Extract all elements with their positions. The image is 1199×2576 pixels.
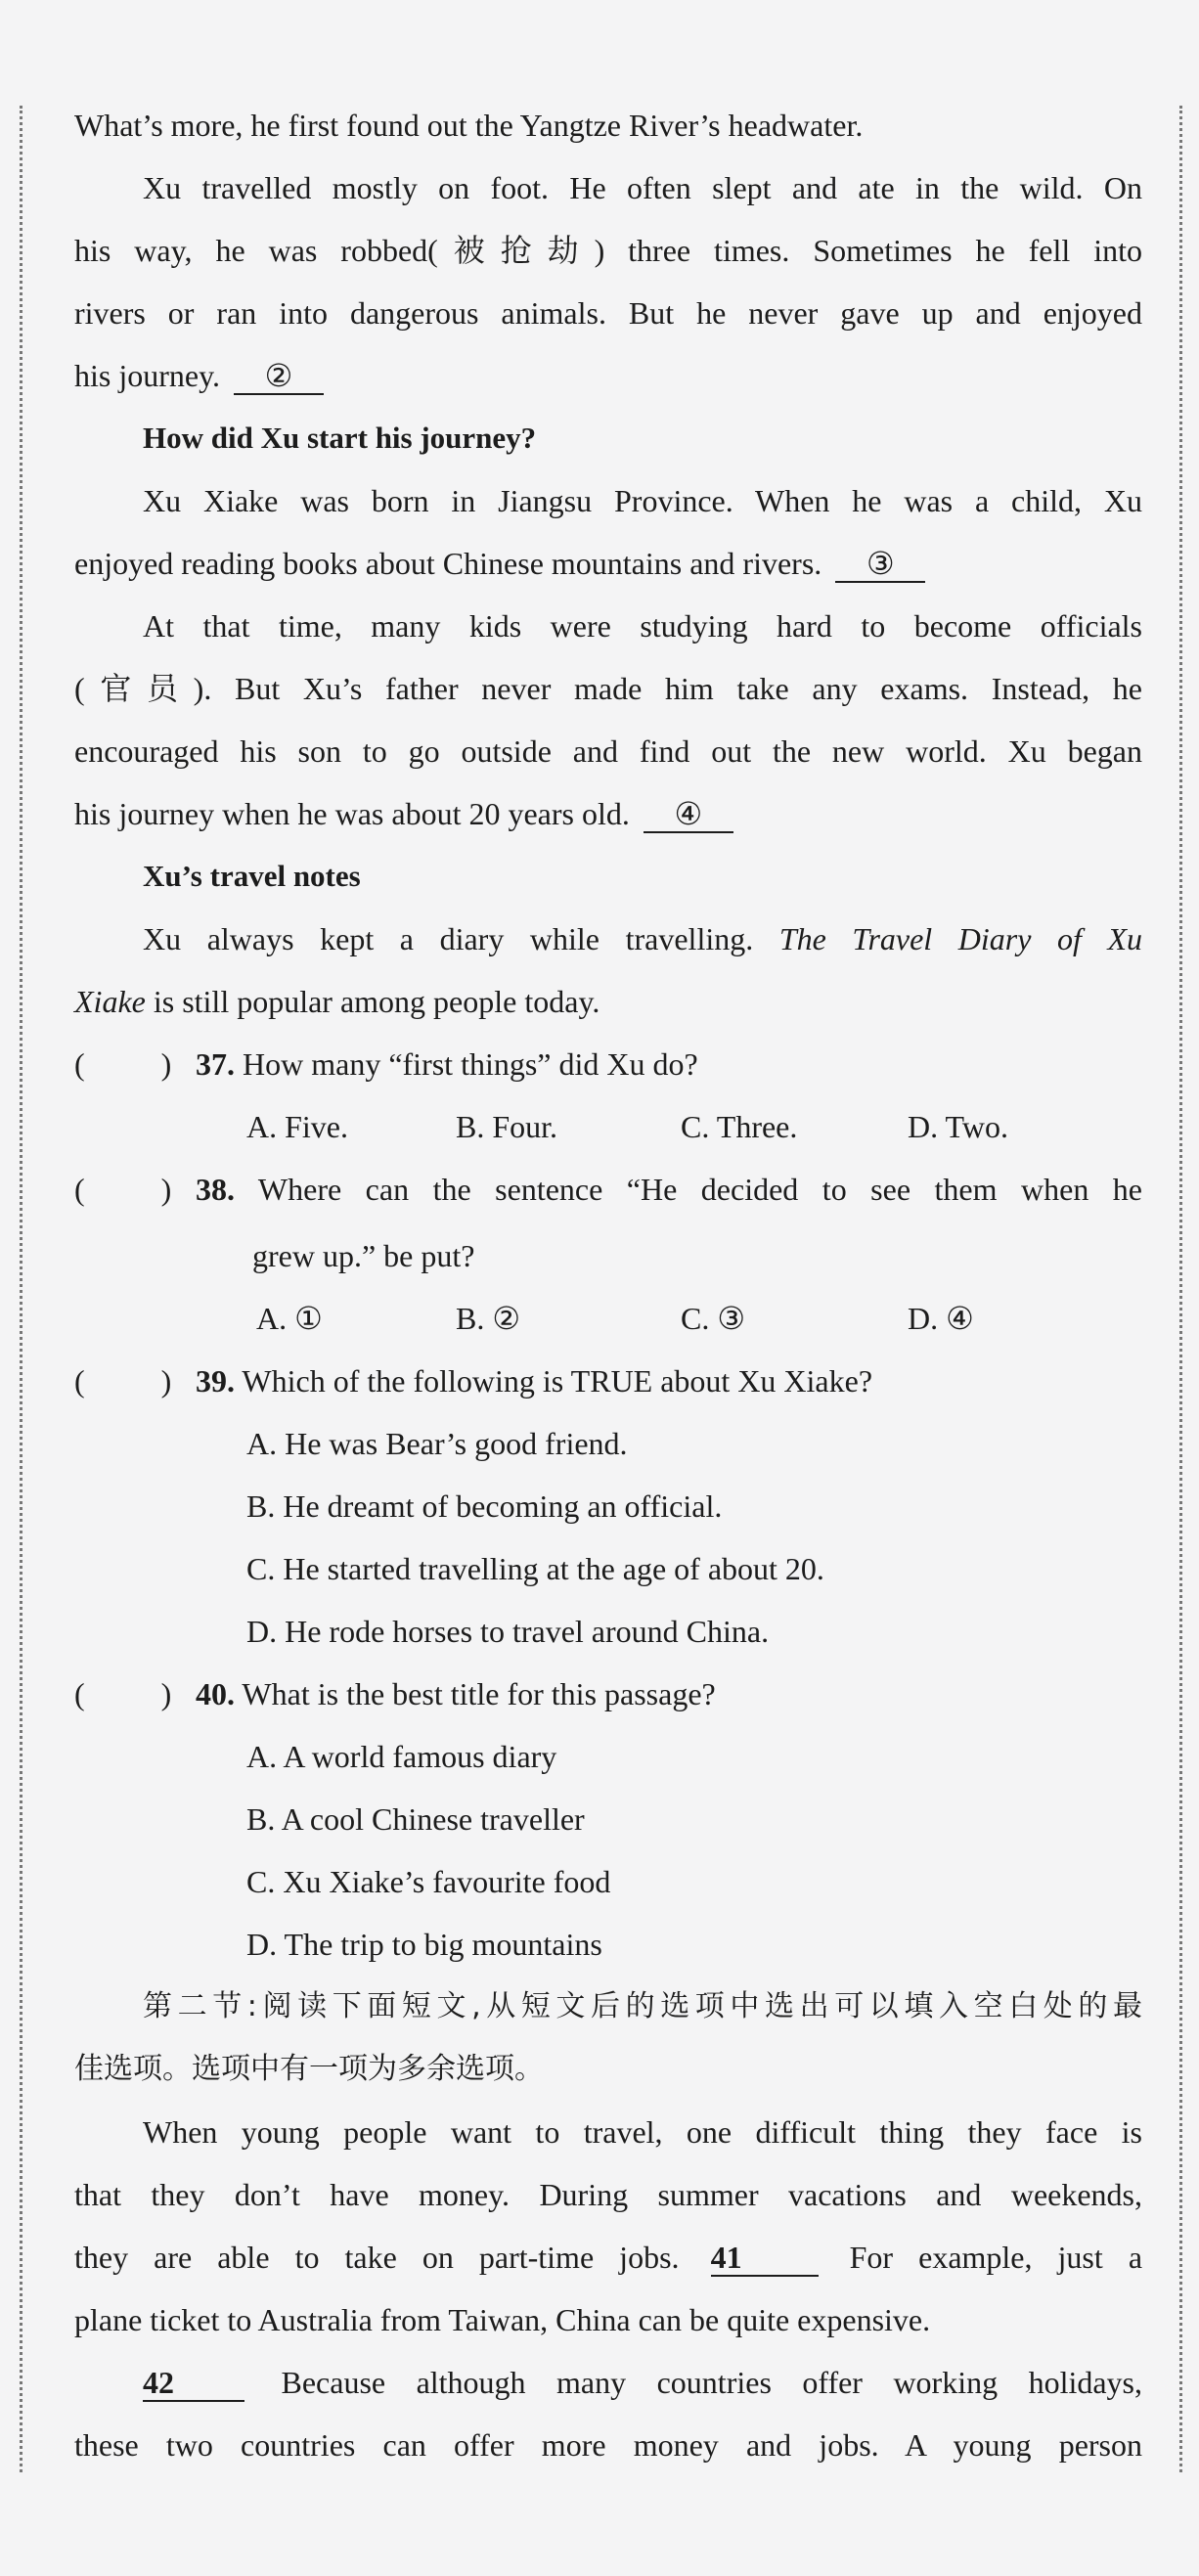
option-d[interactable]: D. The trip to big mountains [246, 1927, 602, 1962]
answer-paren-37[interactable] [74, 1043, 171, 1086]
question-stem: How many “first things” did Xu do? [243, 1046, 698, 1082]
passage-line: What’s more, he first found out the Yangtze River’s headwater. [74, 108, 864, 143]
passage-text: his journey. [74, 358, 221, 393]
option-c[interactable]: C. Xu Xiake’s favourite food [246, 1864, 611, 1899]
section-instructions: 佳选项。选项中有一项为多余选项。 [74, 2052, 544, 2086]
book-title: Xiake [74, 984, 146, 1019]
section-heading: How did Xu start his journey? [143, 421, 537, 455]
passage-text: For example, just a [849, 2240, 1143, 2275]
passage-line: his way, he was robbed(被抢劫) three times. Sometimes he fell into [74, 233, 1142, 268]
passage-text: is still popular among people today. [153, 984, 600, 1019]
passage-text: Xu always kept a diary while travelling. [143, 921, 754, 956]
option-b[interactable]: B. Four. [456, 1109, 558, 1144]
left-dotted-border [20, 106, 22, 2472]
open-paren: ( [74, 1363, 85, 1399]
close-paren: ) [160, 1046, 172, 1082]
answer-paren-38[interactable] [74, 1168, 171, 1211]
option-d[interactable]: D. ④ [908, 1301, 974, 1336]
question-38 [196, 1168, 1142, 1211]
option-a[interactable]: A. A world famous diary [246, 1739, 557, 1774]
open-paren: ( [74, 1172, 85, 1207]
question-number: 40. [196, 1676, 235, 1711]
passage-line [74, 980, 1142, 1023]
passage-line: (官员). But Xu’s father never made him take any exams. Instead, he [74, 671, 1142, 706]
section-heading: Xu’s travel notes [143, 859, 361, 893]
question-37 [196, 1043, 698, 1086]
answer-paren-40[interactable] [74, 1672, 171, 1715]
right-dotted-border [1179, 106, 1182, 2472]
passage-text: enjoyed reading books about Chinese mountains and rivers. [74, 546, 822, 581]
option-b[interactable]: B. He dreamt of becoming an official. [246, 1488, 723, 1524]
passage-line: that they don’t have money. During summer vacations and weekends, [74, 2177, 1142, 2212]
passage-line: rivers or ran into dangerous animals. But he never gave up and enjoyed [74, 295, 1142, 331]
open-paren: ( [74, 1046, 85, 1082]
passage-line [74, 2236, 1142, 2279]
question-stem: What is the best title for this passage? [242, 1676, 716, 1711]
answer-blank-41[interactable]: 41 [711, 2240, 819, 2277]
open-paren: ( [74, 1676, 85, 1711]
passage-line: encouraged his son to go outside and find out the new world. Xu began [74, 733, 1142, 769]
option-c[interactable]: C. Three. [681, 1109, 798, 1144]
answer-blank-4[interactable]: ④ [644, 796, 733, 833]
question-stem: Which of the following is TRUE about Xu Xiake? [242, 1363, 873, 1399]
answer-blank-2[interactable]: ② [234, 358, 324, 395]
question-number: 39. [196, 1363, 235, 1399]
book-title: The Travel Diary of Xu [778, 921, 1143, 956]
option-c[interactable]: C. ③ [681, 1301, 746, 1336]
answer-paren-39[interactable] [74, 1359, 171, 1402]
option-d[interactable]: D. He rode horses to travel around China. [246, 1614, 770, 1649]
passage-line: Xu Xiake was born in Jiangsu Province. When he was a child, Xu [143, 483, 1142, 518]
close-paren: ) [160, 1676, 172, 1711]
question-number: 37. [196, 1046, 235, 1082]
answer-blank-42[interactable]: 42 [143, 2365, 244, 2402]
passage-line: these two countries can offer more money and jobs. A young person [74, 2427, 1142, 2463]
option-d[interactable]: D. Two. [908, 1109, 1008, 1144]
passage-line [74, 542, 1142, 585]
option-a[interactable]: A. Five. [246, 1109, 348, 1144]
passage-line [74, 354, 1142, 397]
passage-line: When young people want to travel, one difficult thing they face is [143, 2114, 1142, 2150]
question-39 [196, 1359, 872, 1402]
passage-line [74, 792, 1142, 835]
passage-line [143, 917, 1142, 960]
question-stem: Where can the sentence “He decided to see them when he [257, 1172, 1143, 1207]
close-paren: ) [160, 1172, 172, 1207]
passage-text: Because although many countries offer working holidays, [281, 2365, 1143, 2400]
passage-line [143, 2361, 1142, 2404]
passage-text: they are able to take on part-time jobs. [74, 2240, 680, 2275]
passage-line: Xu travelled mostly on foot. He often slept and ate in the wild. On [143, 170, 1142, 205]
question-number: 38. [196, 1172, 235, 1207]
close-paren: ) [160, 1363, 172, 1399]
passage-text: his journey when he was about 20 years old. [74, 796, 630, 831]
option-b[interactable]: B. ② [456, 1301, 521, 1336]
option-a[interactable]: A. He was Bear’s good friend. [246, 1426, 628, 1461]
question-40 [196, 1672, 716, 1715]
option-c[interactable]: C. He started travelling at the age of about 20. [246, 1551, 824, 1586]
section-instructions: 第二节:阅读下面短文,从短文后的选项中选出可以填入空白处的最 [143, 1989, 1142, 2023]
option-b[interactable]: B. A cool Chinese traveller [246, 1801, 585, 1837]
passage-line: At that time, many kids were studying hard to become officials [143, 608, 1142, 644]
answer-blank-3[interactable]: ③ [835, 546, 925, 583]
question-stem-cont: grew up.” be put? [252, 1238, 475, 1273]
option-a[interactable]: A. ① [256, 1301, 323, 1336]
passage-line: plane ticket to Australia from Taiwan, China can be quite expensive. [74, 2302, 931, 2337]
